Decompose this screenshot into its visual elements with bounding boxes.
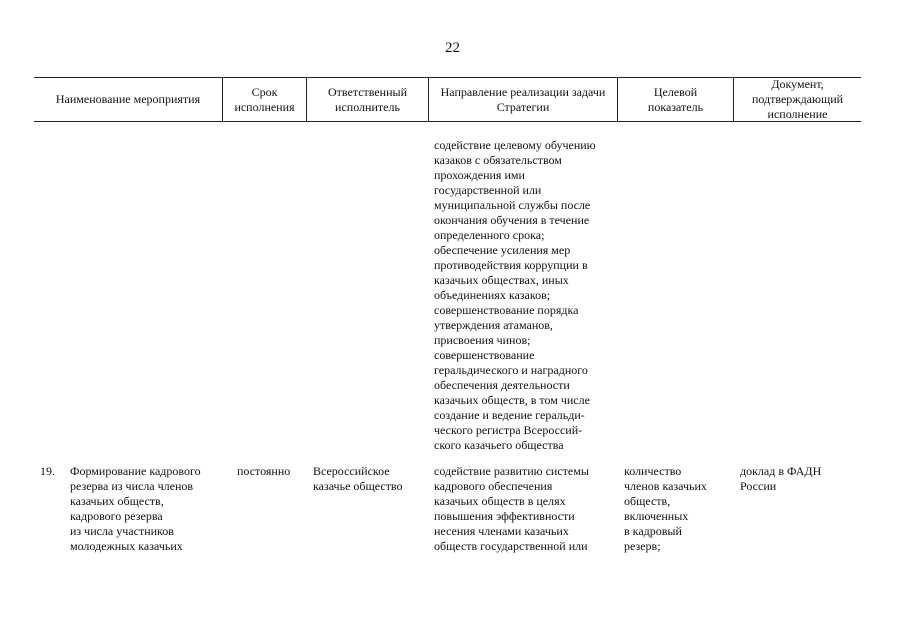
table-header-bottom-rule [34,121,861,122]
header-confirming-document: Документ, подтверждающий исполнение [751,77,844,121]
row-19-strategy-direction: содействие развитию системы кадрового обеспечения казачьих обществ в целях повышения эффективности несения членами казачьих обществ государственной или [434,464,589,553]
header-strategy-direction: Направление реализации задачи Стратегии [440,84,606,114]
continuation-direction-cell: содействие целевому обучению казаков с обязательством прохождения ими государственной или муниципальной службы после окончания обучения в течение определенного срока; обеспечение усиления мер противодействия коррупции в казачьих обществах, иных объединениях казаков; совершенствование порядка утверждения атаманов, присвоения чинов; совершенствование геральдического и наградного обеспечения деятельности казачьих обществ, в том числе создание и ведение геральди- ческого регистра Всероссий- ского казачьего общества [434,138,596,452]
header-event-name: Наименование мероприятия [55,92,201,106]
header-responsible-executor: Ответственный исполнитель [327,84,408,114]
row-19-target-indicator: количество членов казачьих обществ, включенных в кадровый резерв; [624,464,707,553]
row-number: 19. [40,464,55,478]
page-number: 22 [445,40,460,56]
row-19-confirming-document: доклад в ФАДН России [740,464,822,493]
row-19-executor: Всероссийское казачье общество [313,464,403,493]
row-19-event-name: Формирование кадрового резерва из числа членов казачьих обществ, кадрового резерва из числа участников молодежных казачьих [70,464,201,553]
header-deadline: Срок исполнения [234,84,295,114]
row-19-deadline: постоянно [237,464,291,478]
header-target-indicator: Целевой показатель [647,84,704,114]
